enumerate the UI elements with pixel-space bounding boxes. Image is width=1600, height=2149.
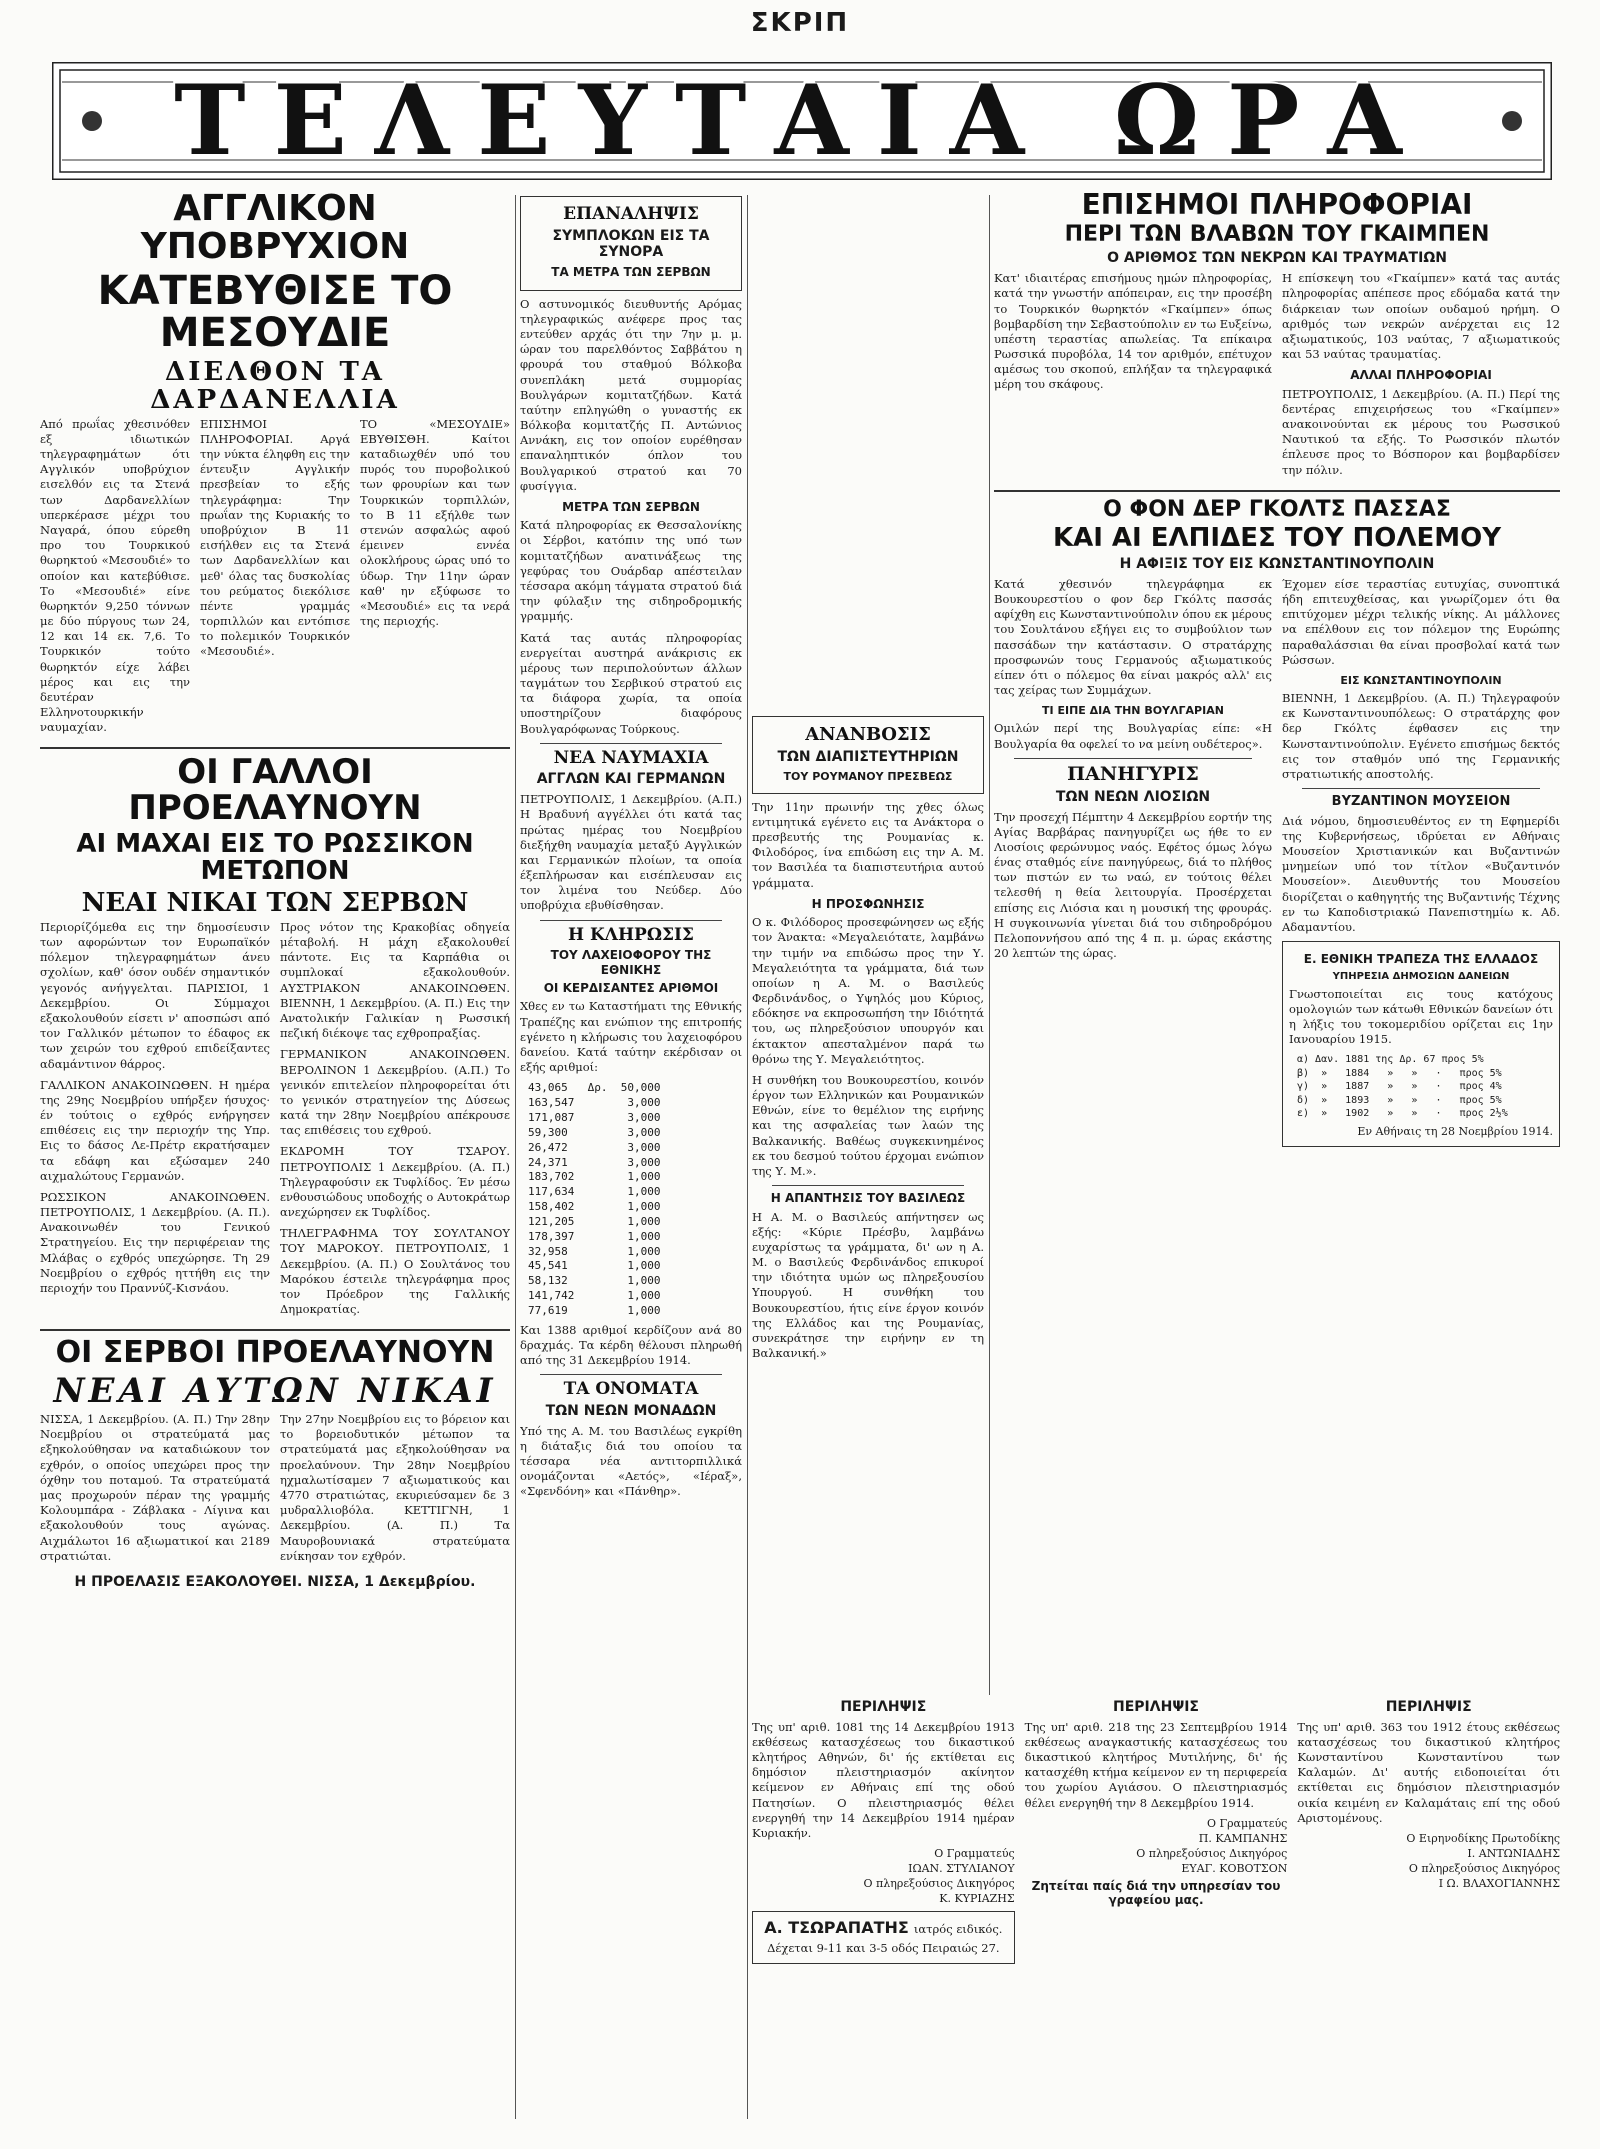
notice-2-paragraph: Της υπ' αριθ. 218 της 23 Σεπτεμβρίου 1914 εκθέσεως αναγκαστικής κατασχέσεως του δικαστικού κλητήρος Μυτιλήνης, δι' ής κατασχέθη κτήμα κείμενον εν τη περιφερεία του χωρίου Αγιάσου. Ο πλειστηριασμός θέλει ενεργηθή την 8 Δεκεμβρίου 1914. (1024, 1719, 1288, 1810)
gauls-paragraph: Περιορίζόμεθα εις την δημοσίευσιν των αφορώντων τον Ευρωπαϊκόν πόλεμον τηλεγραφημάτων άνευ σχολίων, καθ' όσον ουδέν σημαντικόν γεγονός ανήγγελται. ΠΑΡΙΣΙΟΙ, 1 Δεκεμβρίου. Οι Σύμμαχοι εξακολουθούν είσετι ν' αποσπώσι από τον Γαλλικόν μέτωπον το έδαφος εκ των χειρών του εχθρού επιδείξαντες αδαμάντινον θάρρος. (40, 919, 270, 1071)
official-headline-3: Ο ΑΡΙΘΜΟΣ ΤΩΝ ΝΕΚΡΩΝ ΚΑΙ ΤΡΑΥΜΑΤΙΩΝ (1107, 250, 1447, 267)
feast-paragraph: Την προσεχή Πέμπτην 4 Δεκεμβρίου εορτήν της Αγίας Βαρβάρας πανηγυρίζει ως ήθε το εν Λιοσίοις φερώνυμος ναός. Εφέτος όμως λόγω ένας σταθμός είνε πανηγύρεως, διά το πλήθος των πιστών εν τω ναώ, εν τούτοις θέλει τελεσθή η θεία λειτουργία. Προσέρχεται επίσης εις Λιόσια και η μουσική της φρουράς. Η συγκοινωνία γίνεται διά του σιδηροδρόμου Πελοποννήσου από της 4 π. μ. ώρας εκάστης 20 λεπτών της ώρας. (994, 809, 1272, 961)
units-paragraph: Υπό της Α. Μ. του Βασιλέως εγκρίθη η διάταξις διά του οποίου τα τέσσαρα νέα αντιτορπιλλικά ονομάζονται «Αετός», «Ιέραξ», «Σφενδόνη» και «Πάνθηρ». (520, 1423, 742, 1499)
goltz-headline-1: Ο ΦΟΝ ΔΕΡ ΓΚΟΛΤΣ ΠΑΣΣΑΣ (1103, 496, 1451, 522)
official-headline-2: ΠΕΡΙ ΤΩΝ ΒΛΑΒΩΝ ΤΟΥ ΓΚΑΙΜΠΕΝ (1064, 222, 1490, 248)
banner (52, 62, 1552, 180)
section-rule (40, 747, 510, 749)
goltz-headline-2: ΚΑΙ ΑΙ ΕΛΠΙΔΕΣ ΤΟΥ ΠΟΛΕΜΟΥ (1052, 522, 1502, 553)
section-rule (540, 1374, 722, 1375)
lottery-headline-1: Η ΚΛΗΡΩΣΙΣ (568, 924, 694, 945)
constantinople-headline: ΕΙΣ ΚΩΝΣΤΑΝΤΙΝΟΥΠΟΛΙΝ (1340, 673, 1502, 687)
serbs-headline-2: ΝΕΑΙ ΑΥΤΩΝ ΝΙΚΑΙ (53, 1370, 497, 1411)
lead-headline-3: ΔΙΕΛΘΟΝ ΤΑ ΔΑΡΔΑΝΕΛΛΙΑ (150, 356, 400, 416)
section-rule (540, 743, 722, 744)
doctor-ad-text: ιατρός ειδικός. Δέχεται 9-11 και 3-5 οδός Πειραιώς 27. (767, 1922, 1003, 1956)
notice-3-sign-name: Ι Ω. ΒΛΑΧΟΓΙΑΝΝΗΣ (1438, 1877, 1560, 1890)
cred-headline-3: ΤΟΥ ΡΟΥΜΑΝΟΥ ΠΡΕΣΒΕΩΣ (783, 769, 953, 783)
serbs-footer: Η ΠΡΟΕΛΑΣΙΣ ΕΞΑΚΟΛΟΥΘΕΙ. ΝΙΣΣΑ, 1 Δεκεμβρίου. (74, 1573, 476, 1590)
serbs-paragraph: ΝΙΣΣΑ, 1 Δεκεμβρίου. (Α. Π.) Την 28ην Νοεμβρίου οι στρατεύματά μας εξηκολούθησαν να καταδιώκουν τον εχθρόν, ο οποίος υπεχώρει προς την όχθην του ποταμού. Τα στρατεύματά μας προχωρούν πέραν της γραμμής Κολουμπάρα - Ζάβλακα - Λίγινα και εξακολουθούν τους αγώνας. Αιχμάλωτοι 16 αξιωματικοί και 2189 στρατιώται. (40, 1412, 270, 1563)
notice-2-sign-title: Ο Γραμματεύς (1206, 1816, 1288, 1830)
gauls-headline-1: ΟΙ ΓΑΛΛΟΙ ΠΡΟΕΛΑΥΝΟΥΝ (128, 752, 422, 829)
gauls-paragraph: ΡΩΣΣΙΚΟΝ ΑΝΑΚΟΙΝΩΘΕΝ. ΠΕΤΡΟΥΠΟΛΙΣ, 1 Δεκεμβρίου. (Α. Π.). Ανακοινωθέν του Γενικού Στρατηγείου. Εις την περιφέρειαν της Μλάβας ο εχθρός υπεχώρησε. Τη 29 Νοεμβρίου ο εχθρός ηττήθη εις την περιοχήν του Πραννύζ-Κισνάου. (40, 1189, 270, 1295)
lottery-headline-3: ΟΙ ΚΕΡΔΙΣΑΝΤΕΣ ΑΡΙΘΜΟΙ (543, 981, 719, 996)
naval-headline-2: ΑΓΓΛΩΝ ΚΑΙ ΓΕΡΜΑΝΩΝ (536, 771, 726, 788)
job-ad: Ζητείται παίς διά την υπηρεσίαν του γραφείου μας. (1031, 1878, 1281, 1908)
notice-2-sign-title: Ο πληρεξούσιος Δικηγόρος (1136, 1846, 1288, 1860)
feast-headline-1: ΠΑΝΗΓΥΡΙΣ (1067, 762, 1199, 785)
units-headline-2: ΤΩΝ ΝΕΩΝ ΜΟΝΑΔΩΝ (545, 1402, 717, 1419)
gauls-paragraph: Προς νότον της Κρακοβίας οδηγεία μέταβολή. Η μάχη εξακολουθεί πάντοτε. Εις τα Καρπάθια οι συμπλοκαί εξακολουθούν. ΑΥΣΤΡΙΑΚΟΝ ΑΝΑΚΟΙΝΩΘΕΝ. ΒΙΕΝΝΗ, 1 Δεκεμβρίου. (Α. Π.) Εις την Ανατολικήν Γαλικίαν η Ρωσσική πεζική διέκοψε τας εχθροπραξίας. (280, 919, 510, 1041)
serbs-headline-1: ΟΙ ΣΕΡΒΟΙ ΠΡΟΕΛΑΥΝΟΥΝ (55, 1335, 495, 1371)
rep-headline-3: ΤΑ ΜΕΤΡΑ ΤΩΝ ΣΕΡΒΩΝ (551, 265, 711, 280)
lottery-number-list: 43,065 Δρ. 50,000 163,547 3,000 171,087 3,000 59,300 3,000 26,472 3,000 24,371 3,000 183,702 1,000 117,634 1,000 158,402 1,000 121,205 1,000 178,397 1,000 32,958 1,000 45,541 1,000 58,132 1,000 141,742 1,000 77,619 1,000 (528, 1081, 661, 1317)
speech-paragraph: Ο κ. Φιλόδορος προσεφώνησεν ως εξής τον Άνακτα: «Μεγαλειότατε, λαμβάνω την τιμήν να επιδώσω προς την Υ. Μεγαλειότητα τα γράμματα, διά των οποίων η Α. Μ. ο Βασιλεύς Φερδινάνδος, ο Υψηλός μου Κύριος, εδόκησε να εκπροσωπήση την Ιδιότητά του, ως πληρεξούσιον υπουργόν και έκτακτον απεσταλμένον παρά τω θρόνω της Υ. Μεγαλειότητος. (752, 915, 984, 1066)
bank-loan-list: α) Δαν. 1881 της Δρ. 67 προς 5% β) » 1884 » » · προς 5% γ) » 1887 » » · προς 4% δ) » 1893 » » · προς 5% ε) » 1902 » » · προς 2½% (1297, 1054, 1508, 1120)
cred-paragraph: Την 11ην πρωινήν της χθες όλως εντιμητικά εγένετο εις τα Ανάκτορα ο πρεσβευτής της Ρουμανίας κ. Φιλοδόρος, ίνα επιδώση εις την Α. Μ. τον Βασιλέα τα διαπιστευτήρια αυτού γράμματα. (752, 799, 984, 890)
notice-1-paragraph: Της υπ' αριθ. 1081 της 14 Δεκεμβρίου 1913 εκθέσεως κατασχέσεως του δικαστικού κλητήρος Αθηνών, δι' ής εκτίθεται εις δημόσιον πλειστηριασμόν ακίνητον κείμενον εν Αθήναις επί της οδού Πατησίων. Ο πλειστηριασμός θέλει ενεργηθή την 14 Δεκεμβρίου 1914 ημέραν Κυριακήν. (752, 1719, 1015, 1840)
other-info-headline: ΑΛΛΑΙ ΠΛΗΡΟΦΟΡΙΑΙ (1350, 368, 1492, 383)
notice-1-headline: ΠΕΡΙΛΗΨΙΣ (840, 1699, 927, 1715)
section-rule (994, 490, 1560, 492)
bank-notice-box (1282, 941, 1560, 1147)
banner-title: ΤΕΛΕΥΤΑΙΑ ΩΡΑ (174, 64, 1430, 177)
section-rule (772, 1185, 964, 1186)
serbs-paragraph: Την 27ην Νοεμβρίου εις το βόρειον και το βορειοδυτικόν μέτωπον τα στρατεύματά μας εξηκολούθησαν να προελαύνουν. Την 28ην Νοεμβρίου ηχμαλωτίσαμεν 7 αξιωματικούς και 4770 στρατιώτας, εκυριεύσαμεν δε 3 μυδραλλιοβόλα. ΚΕΤΤΙΓΝΗ, 1 Δεκεμβρίου. (Α. Π.) Τα Μαυροβουνιακά στρατεύματα ενίκησαν τον εχθρόν. (280, 1412, 510, 1563)
official-text-block (994, 271, 1560, 483)
notices-row (752, 1695, 1560, 1970)
column-lead (40, 190, 510, 2129)
notices-strip (752, 1695, 1560, 2125)
notice-3-sign-title: Ο πληρεξούσιος Δικηγόρος (1408, 1862, 1560, 1875)
serbs-text-block (40, 1412, 510, 1570)
official-headline-1: ΕΠΙΣΗΜΟΙ ΠΛΗΡΟΦΟΡΙΑΙ (1081, 190, 1473, 221)
official-paragraph: Η επίσκεψη του «Γκαίμπεν» κατά τας αυτάς πληροφορίας απέπεσε προς εδόμαδα κατά την διάρκειαν των οποίων ουδαμού ηρήμη. Ο αριθμός των νεκρών ανέρχεται εις 12 αξιωματικούς, 103 ναύτας, 7 αξιωματικούς και 53 ναύτας τραυματίας. (1282, 271, 1560, 362)
lead-paragraph: Από πρωΐας χθεσινόθεν εξ ιδιωτικών τηλεγραφημάτων ότι Αγγλικόν υποβρύχιον εισελθόν εις τα Στενά των Δαρδανελλίων υπερκέρασε μέχρι του Ναγαρά, όπου εύρεθη προ του Τουρκικού θωρηκτού «Μεσουδιέ» το οποίον και κατεβύθισε. Το «Μεσουδιέ» είνε θωρηκτόν 9,250 τόννων με δύο πύργους των 24, 12 και 14 εκ. 7,6. Το Τουρκικόν τούτο θωρηκτόν είχε λάβει μέρος και εις την δευτέραν Ελληνοτουρκικήν ναυμαχίαν. (40, 416, 190, 735)
section-rule (1302, 788, 1540, 789)
bank-paragraph: Γνωστοποιείται εις τους κατόχους ομολογιών των κάτωθι Εθνικών δανείων ότι η λήξις του τοκομεριδίου ορίζεται εις 1ην Ιανουαρίου 1915. (1289, 986, 1553, 1047)
cred-headline-2: ΤΩΝ ΔΙΑΠΙΣΤΕΥΤΗΡΙΩΝ (777, 748, 959, 765)
doctor-ad (752, 1911, 1015, 1963)
masthead-brand: ΣΚΡΙΠ (750, 8, 850, 38)
section-rule (540, 920, 722, 921)
notice-1-sign-title: Ο Γραμματεύς (934, 1847, 1015, 1861)
lead-headline-2: ΚΑΤΕΒΥΘΙΣΕ ΤΟ ΜΕΣΟΥΔΙΕ (97, 267, 453, 356)
cred-headline-1: ΑΝΑΝΒΟΣΙΣ (805, 724, 931, 745)
reply-paragraph: Η Α. Μ. ο Βασιλεύς απήντησεν ως εξής: «Κύριε Πρέσβυ, λαμβάνω ευχαρίστως τα γράμματα, δι' ων η Α. Μ. ο Βασιλεύς Φερδινάνδος επικυροί την ιδιότητα υμών ως πληρεξουσίου Υπουργού. Η συνθήκη του Βουκουρεστίου, ήτις είνε έργον κοινόν της Ελλάδος και της Ρουμανίας, συνεκράτησε την ειρήνην εν τη Βαλκανική.» (752, 1209, 984, 1361)
goltz-paragraph: Έχομεν είσε τεραστίας ευτυχίας, συνοπτικά ήδη επιτευχθείσας, και γνωρίζομεν ότι θα επιτύχομεν μέχρι τελικής νίκης. Αι μάλλονες να επέλθουν εις τον πόλεμον της Ευρώπης παραθαλάσσιαι θα είναι προσβολαί κατά των Ρώσσων. (1282, 576, 1560, 667)
notice-1-sign-title: Ο πληρεξούσιος Δικηγόρος (863, 1877, 1015, 1891)
box-repetition (520, 196, 742, 291)
doctor-ad-name: Α. ΤΣΩΡΑΠΑΤΗΣ (764, 1918, 909, 1938)
official-paragraph: Κατ' ιδιαιτέρας επισήμους ημών πληροφορίας, κατά την γνωστήν απόπειραν, εις την προσέβη το Τουρκικόν θωρηκτόν «Γκαίμπεν» όπως βομβαρδίση την Σεβαστούπολιν εν τω Ευξείνω, υπέστη τεραστίας απωλείας. Τα επίκαιρα Ρωσσικά πυροβόλα, 14 τον αριθμόν, επέτυχον αμέσως του σκοπού, επλήξαν τα τηλεγραφικά μέρη του σκάφους. (994, 271, 1272, 392)
reply-headline: Η ΑΠΑΝΤΗΣΙΣ ΤΟΥ ΒΑΣΙΛΕΩΣ (770, 1191, 966, 1206)
units-headline-1: ΤΑ ΟΝΟΜΑΤΑ (563, 1379, 699, 1400)
measures-paragraph: Κατά πληροφορίας εκ Θεσσαλονίκης οι Σέρβοι, κατόπιν της υπό των κομιτατζήδων ανατινάξεως της γεφύρας του Ουάρδαρ απέστειλαν τέσσαρα ακόμη τάγματα στρατού διά την φύλαξιν της σιδηροδρομικής γραμμής. (520, 518, 742, 624)
lottery-paragraph: Και 1388 αριθμοί κερδίζουν ανά 80 δραχμάς. Τα κέρδη θέλουσι πληρωθή από της 31 Δεκεμβρίου 1914. (520, 1322, 742, 1368)
column-rule (515, 195, 516, 2119)
column-3-spacer (752, 190, 984, 710)
notice-3-sign-name: Ι. ΑΝΤΩΝΙΑΔΗΣ (1467, 1847, 1560, 1860)
speech-paragraph: Η συνθήκη του Βουκουρεστίου, κοινόν έργον των Ελληνικών και Ρουμανικών Εθνών, είνε το θεμέλιον της ειρήνης και της ασφαλείας των λαών της Βαλκανικής. Βαθέως συγκεκινημένος εκ του δεσμού τούτου έρχομαι ενώπιον της Υ. Μ.». (752, 1072, 984, 1178)
column-2 (520, 190, 742, 2129)
museum-paragraph: Διά νόμου, δημοσιευθέντος εν τη Εφημερίδι της Κυβερνήσεως, ιδρύεται εν Αθήναις Μουσείον Χριστιανικών και Βυζαντινών μνημείων υπό τον τίτλον «Βυζαντινόν Μουσείον». Διευθυντής του Μουσείου διορίζεται ο καθηγητής της Βυζαντινής Τέχνης εν τω Καποδιστριακώ Πανεπιστημίω κ. Αδ. Αδαμαντίου. (1282, 813, 1560, 934)
lead-headline-1: ΑΓΓΛΙΚΟΝ ΥΠΟΒΡΥΧΙΟΝ (140, 190, 410, 267)
notice-3-headline: ΠΕΡΙΛΗΨΙΣ (1385, 1699, 1472, 1715)
bank-headline-1: Ε. ΕΘΝΙΚΗ ΤΡΑΠΕΖΑ ΤΗΣ ΕΛΛΑΔΟΣ (1303, 952, 1539, 967)
gauls-text-block (40, 920, 510, 1323)
goltz-text-block (994, 577, 1560, 1153)
speech-headline: Η ΠΡΟΣΦΩΝΗΣΙΣ (811, 896, 925, 911)
gauls-paragraph: ΓΑΛΛΙΚΟΝ ΑΝΑΚΟΙΝΩΘΕΝ. Η ημέρα της 29ης Νοεμβρίου υπήρξεν ήσυχος· έν τούτοις ο εχθρός ενήργησεν επιθέσεις εις την περιοχήν της Υπρ. Εις το δάσος Λε-Πρέτρ εκρατήσαμεν τα εδάφη και εξώσαμεν 240 αιχμαλώτους Γερμανών. (40, 1077, 270, 1183)
constantinople-paragraph: ΒΙΕΝΝΗ, 1 Δεκεμβρίου. (Α. Π.) Τηλεγραφούν εκ Κωνσταντινουπόλεως: Ο στρατάρχης φον δερ Γκόλτς έφθασεν εις την Κωνσταντινούπολιν. Εγένετο επισήμως δεκτός εις τον σταθμόν υπό της Γερμανικής στρατιωτικής αποστολής. (1282, 691, 1560, 781)
feast-headline-2: ΤΩΝ ΝΕΩΝ ΛΙΟΣΙΩΝ (1055, 788, 1211, 805)
box-credentials (752, 716, 984, 794)
naval-paragraph: ΠΕΤΡΟΥΠΟΛΙΣ, 1 Δεκεμβρίου. (Α.Π.) Η Βραδυνή αγγέλλει ότι κατά τας πρώτας ημέρας του Νοεμβρίου διεξήχθη ναυμαχία μεταξύ Αγγλικών και Γερμανικών πλοίων, τα οποία έξεπλήρωσαν και εισέπλευσαν εις τον λιμένα του Νεύδερ. Δύο υποβρύχια εβυθίσθησαν. (520, 792, 742, 913)
lottery-paragraph: Χθες εν τω Καταστήματι της Εθνικής Τραπέζης και ενώπιον της επιτροπής εγένετο η κλήρωσις του λαχειοφόρου δανείου. Κατά ταύτην εκέρδισαν οι εξής αριθμοί: (520, 999, 742, 1075)
rep-paragraph: Ο αστυνομικός διευθυντής Αρόμας τηλεγραφικώς ανέφερε προς τας εντεύθεν αρχάς ότι την 7ην μ. μ. ώραν του παρελθόντος Σαββάτου η φρουρά του σταθμού Βόλκοβα συνεπλάκη μετά συμμορίας Βουλγάρων κομιτατζήδων. Κατά ταύτην επληγώθη ο γυναστής εκ Βόλκοβα κομιτατζής Π. Αντώνιος Αννάκη, εις τον οποίον ευρέθησαν επαναληπτικόν όπλον του Βουλγαρικού στρατού και 70 φυσίγγια. (520, 296, 742, 493)
gauls-paragraph: ΓΕΡΜΑΝΙΚΟΝ ΑΝΑΚΟΙΝΩΘΕΝ. ΒΕΡΟΛΙΝΟΝ 1 Δεκεμβρίου. (Α.Π.) Το γενικόν επιτελείον πληροφορείται ότι το γενικόν στρατηγείον της Δύσεως κατά την 28ην Νοεμβρίου απέκρουσε τας επιθέσεις του εχθρού. (280, 1047, 510, 1138)
notice-2-headline: ΠΕΡΙΛΗΨΙΣ (1113, 1699, 1199, 1715)
bank-headline-2: ΥΠΗΡΕΣΙΑ ΔΗΜΟΣΙΩΝ ΔΑΝΕΙΩΝ (1332, 970, 1510, 982)
lead-paragraph: ΕΠΙΣΗΜΟΙ ΠΛΗΡΟΦΟΡΙΑΙ. Αργά την νύκτα έληφθη εις την έντευξιν Αγγλικήν πρεσβείαν το εξής τηλεγράφημα: Την πρωΐαν της Κυριακής το υποβρύχιον Β 11 εισήλθεν εις τα Στενά των Δαρδανελλίων και μεθ' όλας τας δυσκολίας του ρεύματος διεκόλισε πέντε γραμμάς τορπιλλών και εντόπισε το πολεμικόν Τουρκικόν «Μεσουδιέ». (200, 416, 350, 659)
measures-headline: ΜΕΤΡΑ ΤΩΝ ΣΕΡΒΩΝ (562, 499, 700, 514)
gauls-paragraph: ΕΚΔΡΟΜΗ ΤΟΥ ΤΣΑΡΟΥ. ΠΕΤΡΟΥΠΟΛΙΣ 1 Δεκεμβρίου. (Α. Π.) Τηλεγραφούσιν εκ Τυφλίδος. Έν μέσω ενθουσιώδους υποδοχής ο Αυτοκράτωρ ανεχώρησεν εκ Τυφλίδος. (280, 1144, 510, 1220)
bulgaria-paragraph: Ομιλών περί της Βουλγαρίας είπε: «Η Βουλγαρία θα οφελεί το να μείνη ουδέτερος». (994, 721, 1272, 751)
naval-headline-1: ΝΕΑ ΝΑΥΜΑΧΙΑ (553, 747, 709, 768)
notice-3-sign-title: Ο Ειρηνοδίκης Πρωτοδίκης (1406, 1832, 1560, 1845)
bank-date: Εν Αθήναις τη 28 Νοεμβρίου 1914. (1357, 1124, 1553, 1138)
rep-headline-2: ΣΥΜΠΛΟΚΩΝ ΕΙΣ ΤΑ ΣΥΝΟΡΑ (552, 227, 710, 261)
measures-paragraph: Κατά τας αυτάς πληροφορίας ενεργείται αυστηρά ανάκρισις εκ μέρους των περιπολούντων άλλων ταγμάτων του Σερβικού στρατού εις τα διάφορα χωρία, τα οποία υποστηρίζουν διαφόρους Βουλγαρόφωνας Τούρκους. (520, 630, 742, 736)
gauls-paragraph: ΤΗΛΕΓΡΑΦΗΜΑ ΤΟΥ ΣΟΥΛΤΑΝΟΥ ΤΟΥ ΜΑΡΟΚΟΥ. ΠΕΤΡΟΥΠΟΛΙΣ, 1 Δεκεμβρίου. (Α. Π.) Ο Σουλτάνος του Μαρόκου έστειλε τηλεγράφημα προς τον Πρόεδρον της Γαλλικής Δημοκρατίας. (280, 1226, 510, 1317)
gauls-headline-2: ΑΙ ΜΑΧΑΙ ΕΙΣ ΤΟ ΡΩΣΣΙΚΟΝ ΜΕΤΩΠΟΝ (76, 828, 474, 887)
goltz-headline-3: Η ΑΦΙΞΙΣ ΤΟΥ ΕΙΣ ΚΩΝΣΤΑΝΤΙΝΟΥΠΟΛΙΝ (1119, 556, 1435, 573)
notice-2-sign-name: Π. ΚΑΜΠΑΝΗΣ (1198, 1831, 1288, 1845)
rep-headline-1: ΕΠΑΝΑΛΗΨΙΣ (563, 204, 699, 224)
gauls-headline-3: ΝΕΑΙ ΝΙΚΑΙ ΤΩΝ ΣΕΡΒΩΝ (81, 888, 469, 919)
lead-paragraph: ΤΟ «ΜΕΣΟΥΔΙΕ» ΕΒΥΘΙΣΘΗ. Καίτοι καταδιωχθέν υπό του πυρός του πυροβολικού των φρουρίων και των Τουρκικών τορπιλλών, το Β 11 εξήλθε των στενών ασφαλώς αφού έμεινεν εννέα ολοκλήρους ώρας υπό το ύδωρ. Την 11ην ώραν καθ' ην εξύφωσε το «Μεσουδιέ» εις τα νερά της περιοχής. (360, 416, 510, 629)
lead-text-block (40, 417, 510, 742)
section-rule (1014, 758, 1252, 759)
column-rule (747, 195, 748, 2119)
lottery-headline-2: ΤΟΥ ΛΑΧΕΙΟΦΟΡΟΥ ΤΗΣ ΕΘΝΙΚΗΣ (550, 948, 712, 977)
museum-headline: ΒΥΖΑΝΤΙΝΟΝ ΜΟΥΣΕΙΟΝ (1331, 794, 1511, 810)
other-info-paragraph: ΠΕΤΡΟΥΠΟΛΙΣ, 1 Δεκεμβρίου. (Α. Π.) Περί της δεντέρας επιχειρήσεως του «Γκαίμπεν» ανακοινούνται εκ μέρους του Ρωσσικού Ναυτικού τα εξής. Το Ρωσσικόν πλωτόν έπλευσε προς το Βόσπορον και βομβαρδίσεν την πόλιν. (1282, 386, 1560, 477)
bulgaria-headline: ΤΙ ΕΙΠΕ ΔΙΑ ΤΗΝ ΒΟΥΛΓΑΡΙΑΝ (1042, 704, 1224, 718)
section-rule (40, 1329, 510, 1331)
goltz-paragraph: Κατά χθεσινόν τηλεγράφημα εκ Βουκουρεστίου ο φον δερ Γκόλτς πασσάς αφίχθη εις Κωνσταντινούπολιν όπου εκ μέρους του Σουλτάνου εξήγει εις το συμβούλιον των πασσάδων την κατάστασιν. Ο στρατάρχης προσφωνών τους Γερμανούς αξιωματικούς είπεν ότι ο πόλεμος θα είναι μακρός αλλ' εις τας χείρας των Συμμάχων. (994, 576, 1272, 698)
notice-2-sign-name: ΕΥΑΓ. ΚΟΒΟΤΣΟΝ (1181, 1861, 1288, 1875)
notice-1-sign-name: Κ. ΚΥΡΙΑΖΗΣ (939, 1892, 1015, 1906)
notice-1-sign-name: ΙΩΑΝ. ΣΤΥΛΙΑΝΟΥ (908, 1862, 1015, 1876)
notice-3-paragraph: Της υπ' αριθ. 363 του 1912 έτους εκθέσεως κατασχέσεως του δικαστικού κλητήρος Κωνσταντίνου Κωνσταντίνου των Καλαμών. Δι' αυτής ειδοποιείται ότι εκτίθεται εις δημόσιον πλειστηριασμόν οικία κειμένη εν Καλαμάταις επί της οδού Αριστομένους. (1297, 1719, 1560, 1825)
